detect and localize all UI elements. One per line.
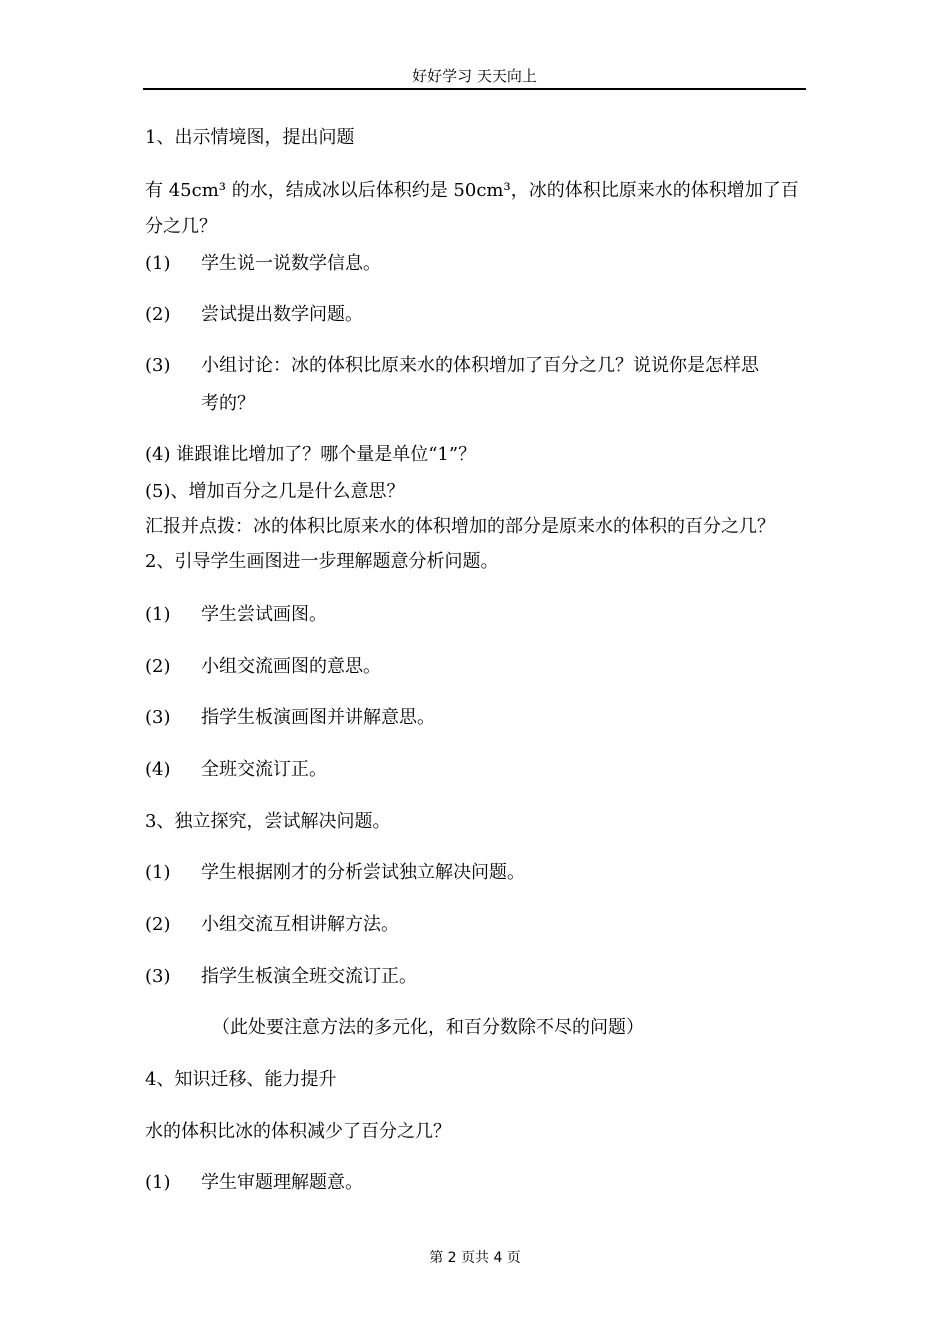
list-item-text: 全班交流订正。 (201, 759, 327, 780)
section-1-heading: 1、出示情境图，提出问题 (145, 127, 355, 148)
list-item-number: (2) (145, 656, 171, 677)
question-text: 水的体积比冰的体积减少了百分之几？ (145, 1121, 451, 1142)
method-note: （此处要注意方法的多元化，和百分数除不尽的问题） (212, 1017, 644, 1038)
list-item (145, 757, 810, 783)
list-item-number: (2) (145, 304, 171, 325)
summary-text: 汇报并点拨：冰的体积比原来水的体积增加的部分是原来水的体积的百分之几？ (145, 516, 775, 537)
list-item-text: 学生根据刚才的分析尝试独立解决问题。 (201, 862, 525, 883)
list-item-number: (2) (145, 914, 171, 935)
list-item-number: (4) (145, 759, 171, 780)
list-item-text: 尝试提出数学问题。 (201, 304, 363, 325)
list-item-text: 小组交流画图的意思。 (201, 656, 381, 677)
page-header-title: 好好学习 天天向上 (412, 67, 537, 85)
list-item-continuation: 考的？ (201, 393, 255, 414)
list-item-text: 指学生板演画图并讲解意思。 (201, 707, 435, 728)
list-item-number: (1) (145, 1172, 171, 1193)
list-item-number: (3) (145, 355, 171, 376)
section-3-heading: 3、独立探究，尝试解决问题。 (145, 811, 391, 832)
list-item (145, 964, 810, 990)
list-item (145, 654, 810, 680)
list-item (145, 912, 810, 938)
list-item-4: (4) 谁跟谁比增加了？哪个量是单位“1”？ (145, 444, 477, 465)
list-item-number: (3) (145, 707, 171, 728)
page-number: 第 2 页共 4 页 (429, 1250, 521, 1266)
list-item-text: 学生尝试画图。 (201, 604, 327, 625)
list-item (145, 353, 810, 379)
list-item (145, 251, 810, 277)
list-item (145, 1170, 810, 1196)
problem-text-line-1: 有 45cm³ 的水，结成冰以后体积约是 50cm³，冰的体积比原来水的体积增加了百 (145, 180, 799, 201)
list-item (145, 705, 810, 731)
list-item-number: (3) (145, 966, 171, 987)
list-item-number: (1) (145, 604, 171, 625)
list-item-number: (1) (145, 253, 171, 274)
list-item-text: 小组交流互相讲解方法。 (201, 914, 399, 935)
list-item-text: 指学生板演全班交流订正。 (201, 966, 417, 987)
list-item (145, 302, 810, 328)
section-4-heading: 4、知识迁移、能力提升 (145, 1069, 337, 1090)
list-item-text: 学生审题理解题意。 (201, 1172, 363, 1193)
list-item-5: (5)、增加百分之几是什么意思？ (145, 481, 405, 502)
list-item-text: 学生说一说数学信息。 (201, 253, 381, 274)
list-item (145, 860, 810, 886)
list-item-text: 小组讨论：冰的体积比原来水的体积增加了百分之几？说说你是怎样思 (201, 355, 759, 376)
header-rule (143, 88, 806, 90)
problem-text-line-2: 分之几？ (145, 216, 217, 237)
list-item (145, 602, 810, 628)
section-2-heading: 2、引导学生画图进一步理解题意分析问题。 (145, 551, 499, 572)
list-item-number: (1) (145, 862, 171, 883)
